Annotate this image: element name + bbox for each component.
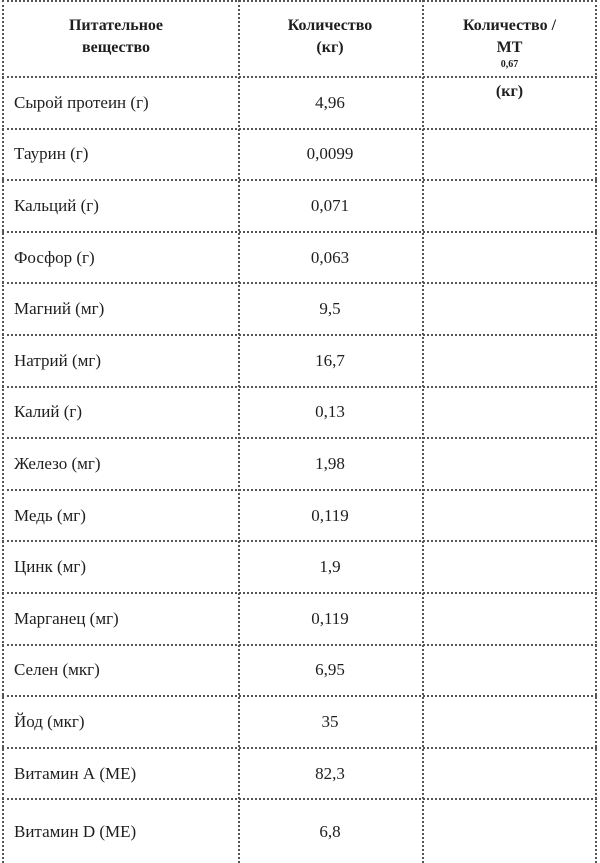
- table-row: [2, 491, 597, 543]
- amount-cell: 6,95: [315, 660, 345, 680]
- header-amount-line1: Количество: [287, 17, 373, 34]
- per-body-weight-cell: [422, 284, 597, 334]
- table-row: [2, 542, 597, 594]
- nutrient-name-cell: Витамин D (МЕ): [14, 821, 137, 841]
- nutrient-name-cell: Таурин (г): [14, 144, 89, 164]
- header-per-bw-suffix: (кг): [495, 83, 524, 100]
- amount-cell: 0,119: [311, 505, 349, 525]
- amount-cell: 35: [321, 711, 339, 731]
- per-body-weight-cell: [422, 697, 597, 747]
- amount-cell: 82,3: [315, 763, 345, 783]
- per-body-weight-cell: [422, 181, 597, 231]
- table-row: [2, 78, 597, 130]
- amount-cell: 4,96: [315, 92, 345, 112]
- nutrient-name-cell: Фосфор (г): [14, 247, 95, 267]
- per-body-weight-cell: [422, 233, 597, 283]
- table-row: [2, 336, 597, 388]
- per-body-weight-cell: [422, 800, 597, 863]
- nutrient-name-cell: Селен (мкг): [14, 660, 100, 680]
- nutrient-table: [2, 0, 597, 863]
- table-row: [2, 233, 597, 285]
- table-row: [2, 594, 597, 646]
- per-body-weight-cell: [422, 336, 597, 386]
- amount-cell: 0,119: [311, 608, 349, 628]
- header-amount: [238, 2, 422, 76]
- per-body-weight-cell: [422, 594, 597, 644]
- nutrient-name-cell: Магний (мг): [14, 299, 105, 319]
- per-body-weight-cell: [422, 78, 597, 128]
- table-row: [2, 749, 597, 801]
- amount-cell: 0,071: [310, 195, 350, 215]
- table-row: [2, 646, 597, 698]
- nutrient-name-cell: Медь (мг): [14, 505, 86, 525]
- header-nutrient-line1: Питательное: [68, 17, 164, 34]
- per-body-weight-cell: [422, 388, 597, 438]
- header-nutrient: [2, 2, 238, 76]
- header-per-body-weight: [422, 2, 597, 100]
- header-per-bw-line1: Количество /: [462, 17, 557, 34]
- table-row: [2, 800, 597, 863]
- per-body-weight-cell: [422, 130, 597, 180]
- nutrient-name-cell: Железо (мг): [14, 453, 101, 473]
- header-per-bw-prefix: МТ: [496, 39, 523, 56]
- amount-cell: 9,5: [319, 299, 341, 319]
- per-body-weight-cell: [422, 646, 597, 696]
- nutrient-name-cell: Натрий (мг): [14, 350, 102, 370]
- nutrient-name-cell: Марганец (мг): [14, 608, 119, 628]
- amount-cell: 1,9: [319, 557, 341, 577]
- header-amount-line2: (кг): [316, 39, 344, 56]
- amount-cell: 0,13: [315, 402, 345, 422]
- amount-cell: 16,7: [315, 350, 345, 370]
- per-body-weight-cell: [422, 542, 597, 592]
- nutrient-name-cell: Витамин А (МЕ): [14, 763, 137, 783]
- amount-cell: 0,0099: [306, 144, 354, 164]
- header-per-bw-exponent: 0,67: [500, 58, 519, 70]
- table-row: [2, 284, 597, 336]
- table-row: [2, 181, 597, 233]
- nutrient-name-cell: Цинк (мг): [14, 557, 87, 577]
- amount-cell: 0,063: [310, 247, 350, 267]
- table-header-row: [2, 0, 597, 100]
- per-body-weight-cell: [422, 439, 597, 489]
- table-row: [2, 697, 597, 749]
- nutrient-name-cell: Йод (мкг): [14, 711, 85, 731]
- per-body-weight-cell: [422, 749, 597, 799]
- nutrient-name-cell: Сырой протеин (г): [14, 92, 149, 112]
- per-body-weight-cell: [422, 491, 597, 541]
- table-row: [2, 439, 597, 491]
- header-nutrient-line2: вещество: [81, 39, 151, 56]
- table-row: [2, 388, 597, 440]
- nutrient-name-cell: Кальций (г): [14, 195, 99, 215]
- amount-cell: 1,98: [315, 453, 345, 473]
- nutrient-name-cell: Калий (г): [14, 402, 83, 422]
- amount-cell: 6,8: [319, 821, 341, 841]
- table-row: [2, 130, 597, 182]
